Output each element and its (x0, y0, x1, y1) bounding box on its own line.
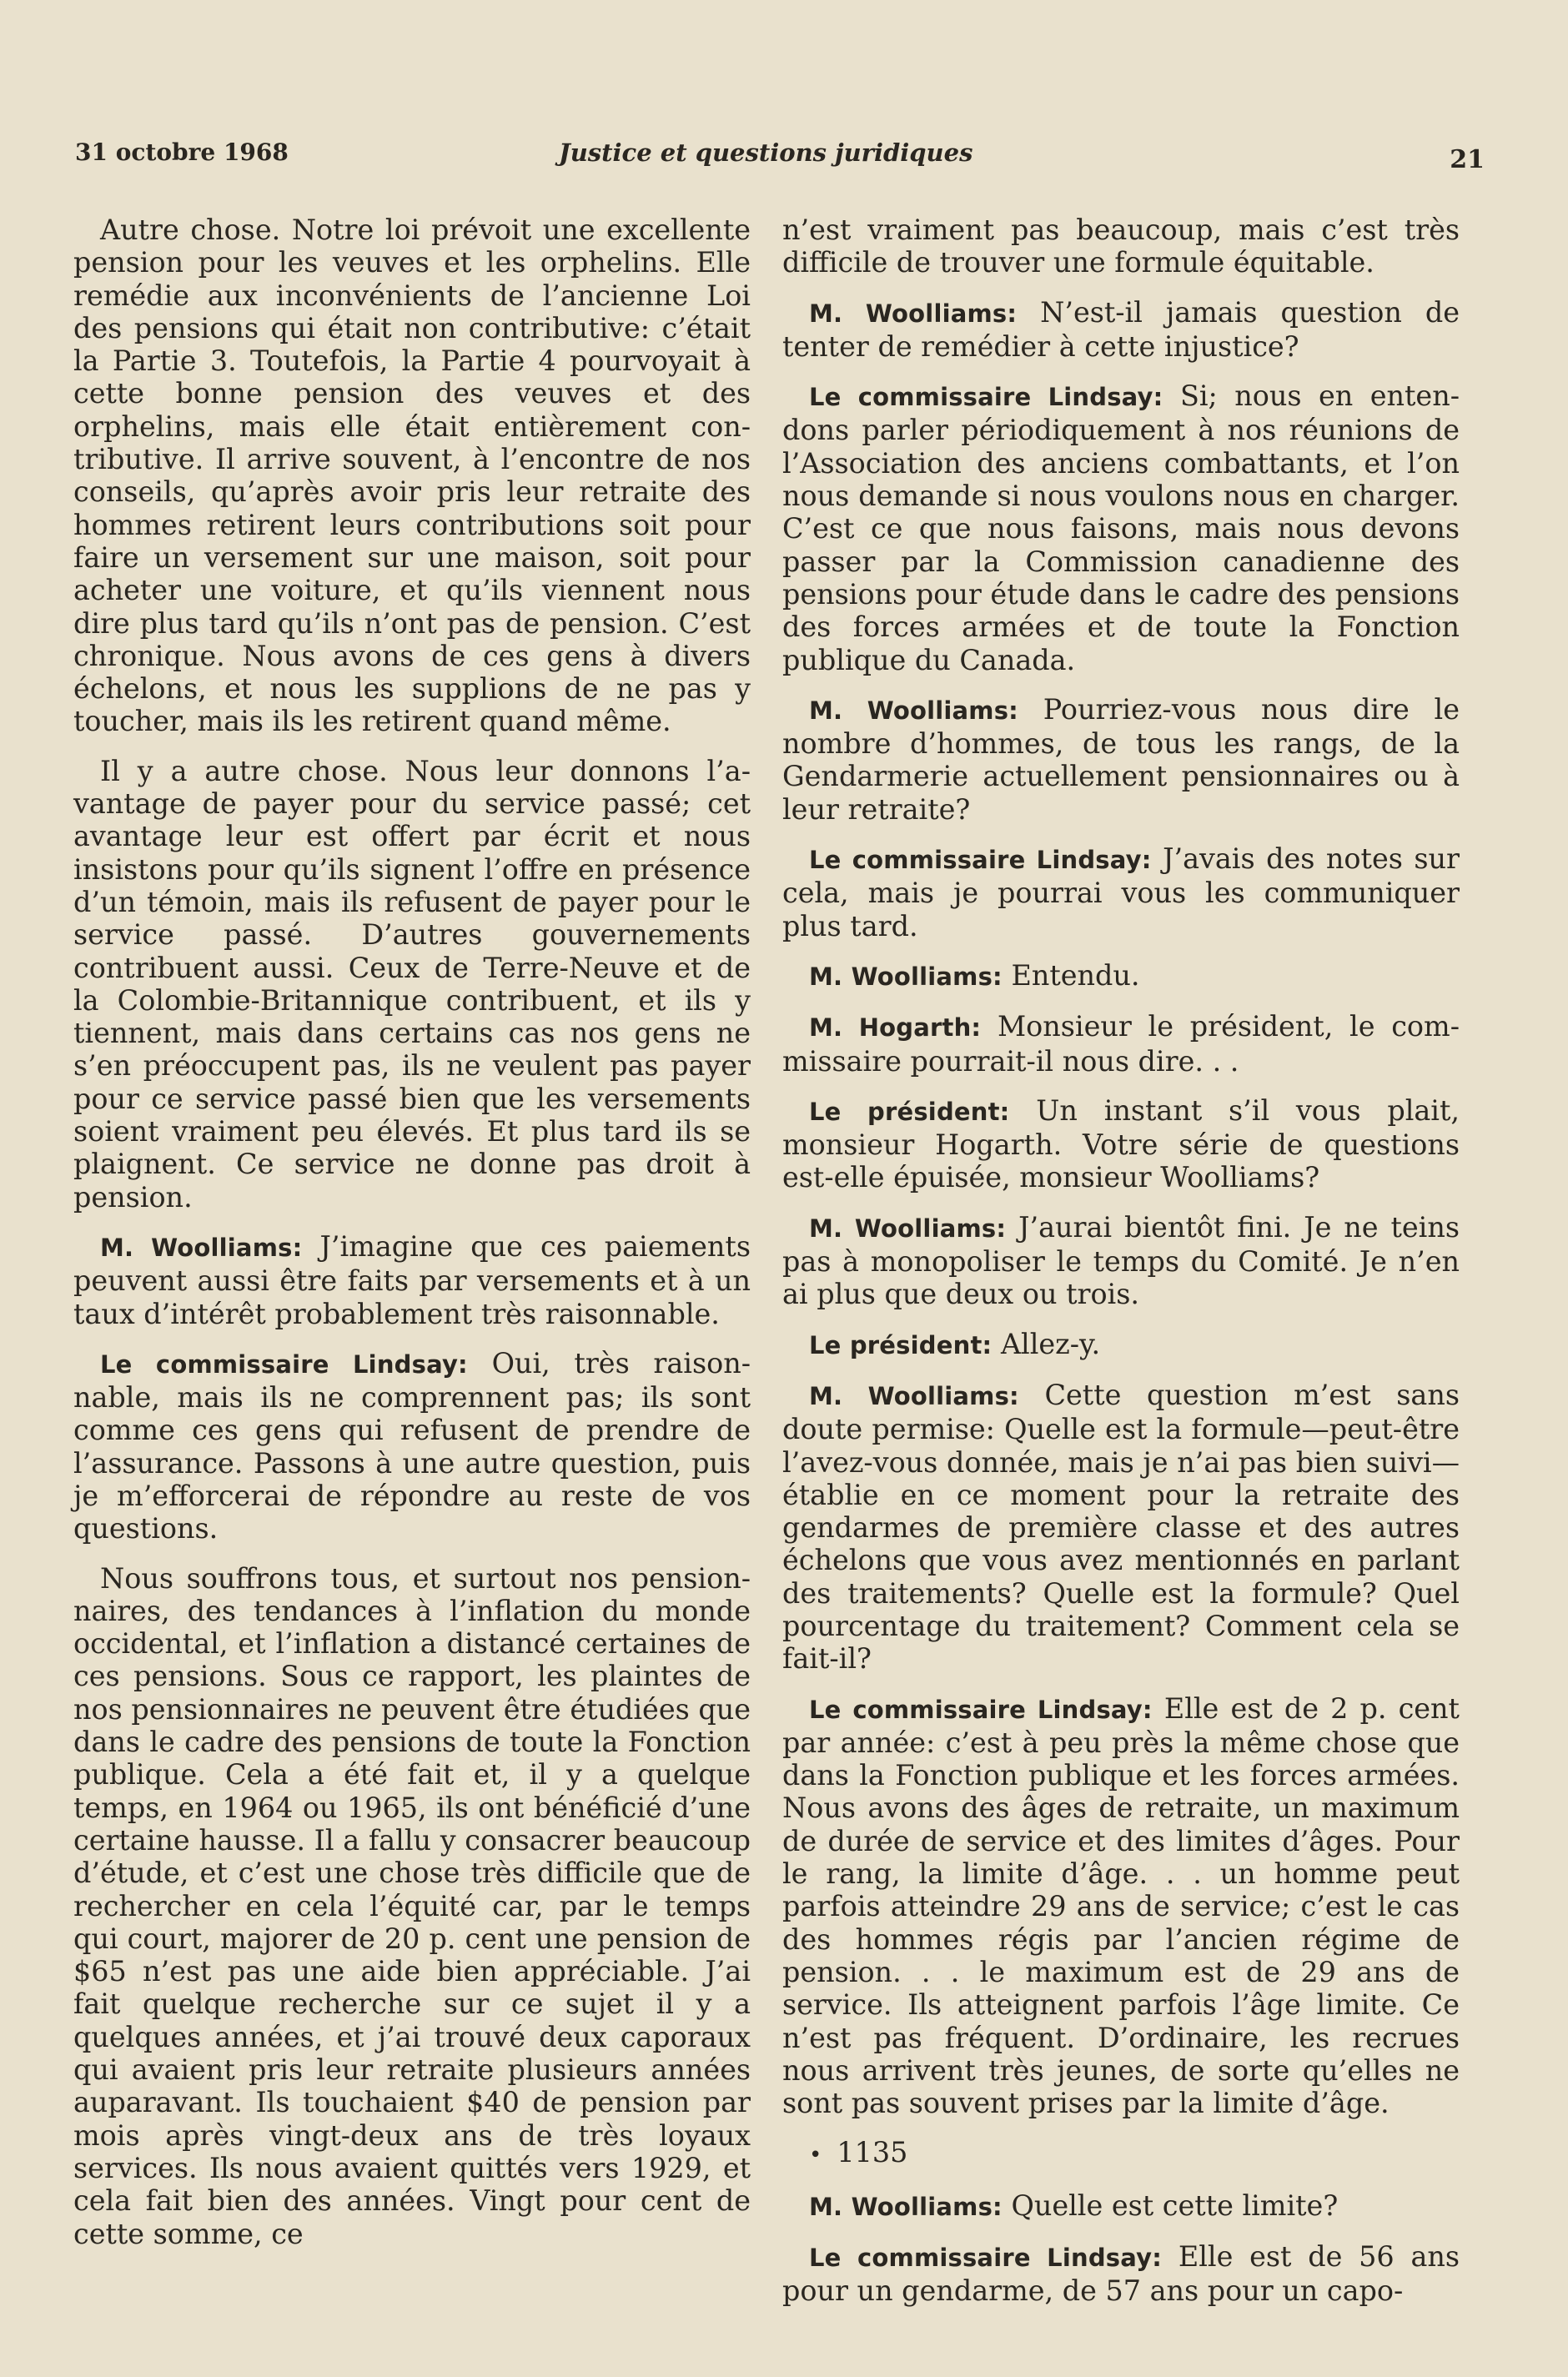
speaker-name: Le président: (809, 1097, 1010, 1126)
speaker-name: M. Woolliams: (809, 962, 1003, 991)
speech-text: N’est-il jamais question de tenter de remédier à cette injustice? (782, 295, 1460, 363)
speech-paragraph (782, 2240, 1460, 2308)
speaker-name: M. Woolliams: (809, 696, 1018, 725)
speech-paragraph (782, 1094, 1460, 1194)
speech-text: J’imagine que ces paiements peuvent aussi être faits par versements et à un taux d’intérêt probablement très raisonnable. (73, 1229, 751, 1330)
speaker-name: M. Woolliams: (809, 2192, 1003, 2221)
speech-paragraph (782, 693, 1460, 826)
speaker-name: M. Woolliams: (809, 1214, 1007, 1243)
speech-paragraph (782, 1692, 1460, 2120)
speech-text: Elle est de 2 p. cent par année: c’est à peu près la même chose que dans la Fonction publique et les forces armées. Nous avons des âges de retraite, un maximum de durée de service et des limites d’âges. Pour le rang, la limite d’âge. . . un homme peut parfois atteindre 29 ans de service; c’est le cas des hommes régis par l’ancien régime de pension. . . le maximum est de 29 ans de service. Ils atteignent parfois l’âge limite. Ce n’est pas fréquent. D’ordinaire, les recrues nous arrivent très jeunes, de sorte qu’elles ne sont pas souvent prises par la limite d’âge. (782, 1691, 1460, 2120)
left-column (73, 214, 751, 2267)
speech-paragraph (782, 1211, 1460, 1311)
speech-text: Elle est de 56 ans pour un gendarme, de 57 ans pour un capo- (782, 2240, 1460, 2308)
paragraph: Il y a autre chose. Nous leur donnons l’avantage de payer pour du service passé; cet avantage leur est offert par écrit et nous insistons pour qu’ils signent l’offre en présence d’un témoin, mais ils refusent de payer pour le service passé. D’autres gouvernements contribuent aussi. Ceux de Terre-Neuve et de la Colombie-Britannique contribuent, et ils y tiennent, mais dans certains cas nos gens ne s’en préoccupent pas, ils ne veulent pas payer pour ce service passé bien que les versements soient vraiment peu élevés. Et plus tard ils se plaignent. Ce service ne donne pas droit à pension. (73, 754, 751, 1214)
speech-text: Cette question m’est sans doute permise: Quelle est la formule—peut-être l’avez-vous donnée, mais je n’ai pas bien suivi—établie en ce moment pour la retraite des gendarmes de première classe et des autres échelons que vous avez mentionnés en parlant des traitements? Quelle est la formule? Quel pourcentage du traitement? Comment cela se fait-il? (782, 1378, 1460, 1676)
paragraph-continuation: n’est vraiment pas beaucoup, mais c’est très difficile de trouver une formule équitable. (782, 214, 1460, 279)
speaker-name: M. Woolliams: (100, 1233, 303, 1262)
speech-text: Pourriez-vous nous dire le nombre d’hommes, de tous les rangs, de la Gendarmerie actuellement pensionnaires ou à leur retraite? (782, 692, 1460, 826)
time-marker-text: 1135 (837, 2136, 908, 2169)
speech-text: Si; nous en entendons parler périodiquement à nos réunions de l’Association des anciens combattants, et l’on nous demande si nous voulons nous en charger. C’est ce que nous faisons, mais nous devons passer par la Commission canadienne des pensions pour étude dans le cadre des pensions des forces armées et de toute la Fonction publique du Canada. (782, 379, 1460, 676)
speech-paragraph (782, 842, 1460, 942)
speech-text: Monsieur le président, le commissaire pourrait-il nous dire. . . (782, 1010, 1460, 1078)
speech-text: Entendu. (1011, 958, 1140, 992)
speaker-name: M. Woolliams: (809, 1381, 1019, 1410)
speech-paragraph (782, 1379, 1460, 1676)
speaker-name: Le président: (809, 1330, 993, 1359)
speaker-name: M. Woolliams: (809, 299, 1018, 328)
speech-paragraph (782, 1010, 1460, 1078)
speech-text: Oui, très raisonnable, mais ils ne comprennent pas; ils sont comme ces gens qui refusent de prendre de l’assurance. Passons à une autre question, puis je m’efforcerai de répondre au reste de vos questions. (73, 1346, 751, 1545)
speaker-name: Le commissaire Lindsay: (809, 2244, 1163, 2273)
speaker-name: Le commissaire Lindsay: (809, 846, 1152, 875)
speech-paragraph (782, 959, 1460, 993)
header-title: Justice et questions juridiques (559, 138, 973, 167)
header-date: 31 octobre 1968 (75, 138, 289, 166)
right-column (782, 214, 1460, 2324)
speaker-name: Le commissaire Lindsay: (100, 1349, 468, 1379)
paragraph: Nous souffrons tous, et surtout nos pensionnaires, des tendances à l’inflation du monde occidental, et l’inflation a distancé certaines de ces pensions. Sous ce rapport, les plaintes de nos pensionnaires ne peuvent être étudiées que dans le cadre des pensions de toute la Fonction publique. Cela a été fait et, il y a quelque temps, en 1964 ou 1965, ils ont bénéficié d’une certaine hausse. Il a fallu y consacrer beaucoup d’étude, et c’est une chose très difficile que de rechercher en cela l’équité car, par le temps qui court, majorer de 20 p. cent une pension de $65 n’est pas une aide bien appréciable. J’ai fait quelque recherche sur ce sujet il y a quelques années, et j’ai trouvé deux caporaux qui avaient pris leur retraite plusieurs années auparavant. Ils touchaient $40 de pension par mois après vingt-deux ans de très loyaux services. Ils nous avaient quittés vers 1929, et cela fait bien des années. Vingt pour cent de cette somme, ce (73, 1561, 751, 2250)
page-number: 21 (1450, 145, 1485, 174)
speech-text: Un instant s’il vous plait, monsieur Hogarth. Votre série de questions est-elle épuisée, monsieur Woolliams? (782, 1093, 1460, 1194)
speech-text: Quelle est cette limite? (1011, 2189, 1339, 2222)
speaker-name: M. Hogarth: (809, 1013, 982, 1043)
paragraph: Autre chose. Notre loi prévoit une excellente pension pour les veuves et les orphelins. Elle remédie aux inconvénients de l’ancienne Loi des pensions qui était non contributive: c’était la Partie 3. Toutefois, la Partie 4 pourvoyait à cette bonne pension des veuves et des orphelins, mais elle était entièrement contributive. Il arrive souvent, à l’encontre de nos conseils, qu’après avoir pris leur retraite des hommes retirent leurs contributions soit pour faire un versement sur une maison, soit pour acheter une voiture, et qu’ils viennent nous dire plus tard qu’ils n’ont pas de pension. C’est chronique. Nous avons de ces gens à divers échelons, et nous les supplions de ne pas y toucher, mais ils les retirent quand même. (73, 214, 751, 738)
speaker-name: Le commissaire Lindsay: (809, 1695, 1153, 1724)
speech-paragraph (782, 296, 1460, 364)
speech-paragraph (73, 1230, 751, 1330)
bullet-icon: • (809, 2143, 822, 2168)
speech-text: Allez-y. (1000, 1327, 1101, 1360)
speech-paragraph (782, 1328, 1460, 1362)
speech-paragraph (782, 379, 1460, 676)
speech-text: J’avais des notes sur cela, mais je pourrai vous les communiquer plus tard. (782, 842, 1460, 942)
speaker-name: Le commissaire Lindsay: (809, 383, 1163, 412)
speech-text: J’aurai bientôt fini. Je ne teins pas à monopoliser le temps du Comité. Je n’en ai plus que deux ou trois. (782, 1210, 1460, 1311)
speech-paragraph (782, 2189, 1460, 2224)
time-marker (782, 2136, 1460, 2172)
running-header (75, 133, 1485, 175)
speech-paragraph (73, 1347, 751, 1545)
